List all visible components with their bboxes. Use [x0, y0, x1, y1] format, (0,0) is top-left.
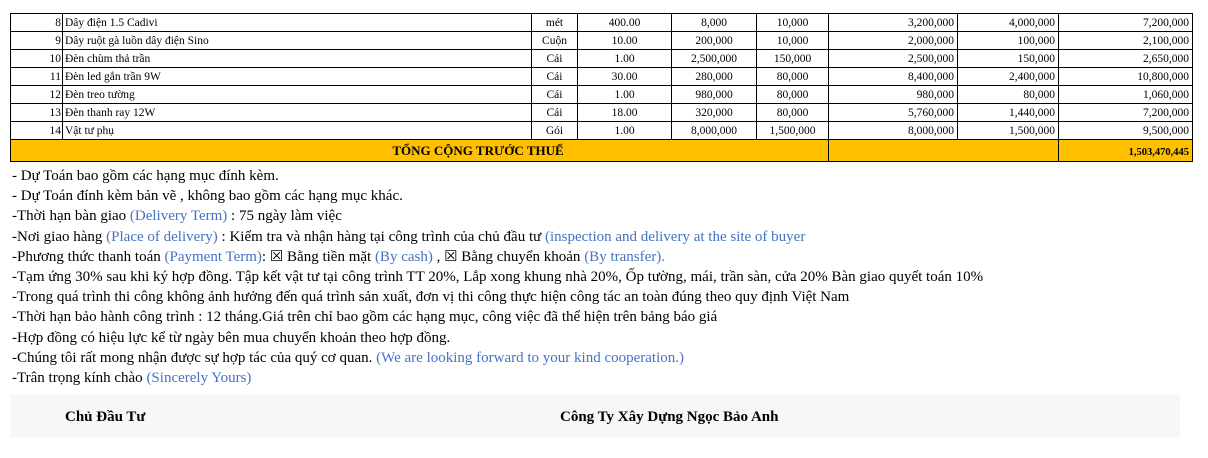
total-labor-cell: 1,500,000 [958, 122, 1059, 140]
item-unit-cell: Cái [532, 50, 578, 68]
unit-price-labor-cell: 80,000 [757, 68, 829, 86]
table-row [11, 50, 1193, 68]
unit-price-material-cell: 2,500,000 [672, 50, 757, 68]
item-name-cell: Dây ruột gà luồn dây điện Sino [63, 32, 532, 50]
line-total-cell: 2,100,000 [1059, 32, 1193, 50]
total-material-cell: 8,000,000 [829, 122, 958, 140]
total-labor-cell: 4,000,000 [958, 14, 1059, 32]
item-quantity-cell: 18.00 [578, 104, 672, 122]
table-row [11, 122, 1193, 140]
total-value: 1,503,470,445 [1059, 140, 1193, 162]
item-unit-cell: mét [532, 14, 578, 32]
terms-notes [12, 166, 983, 388]
item-unit-cell: Cái [532, 68, 578, 86]
total-material-cell: 3,200,000 [829, 14, 958, 32]
note-place-of-delivery: -Nơi giao hàng (Place of delivery) : Kiểm tra và nhận hàng tại công trình của chủ đầu tư (inspection and delivery at the site of buyer [12, 228, 806, 245]
signature-owner: Chủ Đầu Tư [65, 409, 146, 425]
total-material-cell: 8,400,000 [829, 68, 958, 86]
total-label: TỔNG CỘNG TRƯỚC THUẾ [11, 140, 829, 162]
quotation-table [10, 13, 1193, 162]
item-unit-cell: Cái [532, 104, 578, 122]
line-total-cell: 1,060,000 [1059, 86, 1193, 104]
item-number-cell: 12 [11, 86, 63, 104]
note-cooperation: -Chúng tôi rất mong nhận được sự hợp tác của quý cơ quan. (We are looking forward to your kind cooperation.) [12, 349, 685, 366]
item-quantity-cell: 1.00 [578, 122, 672, 140]
item-number-cell: 8 [11, 14, 63, 32]
note-advance-payment: -Tạm ứng 30% sau khi ký hợp đồng. Tập kết vật tư tại công trình TT 20%, Lắp xong khung nhà 20%, Ốp tường, mái, trần sàn, cửa 20% Bàn giao quyết toán 10% [12, 269, 984, 286]
item-number-cell: 10 [11, 50, 63, 68]
unit-price-labor-cell: 80,000 [757, 86, 829, 104]
total-labor-cell: 150,000 [958, 50, 1059, 68]
item-name-cell: Đèn chùm thả trần [63, 50, 532, 68]
unit-price-material-cell: 980,000 [672, 86, 757, 104]
item-unit-cell: Gói [532, 122, 578, 140]
item-quantity-cell: 1.00 [578, 50, 672, 68]
item-name-cell: Đèn led gắn trần 9W [63, 68, 532, 86]
total-labor-cell: 2,400,000 [958, 68, 1059, 86]
unit-price-labor-cell: 10,000 [757, 32, 829, 50]
note-payment-term: -Phương thức thanh toán (Payment Term): ☒ Bằng tiền mặt (By cash) , ☒ Bằng chuyển khoản (By transfer). [12, 248, 665, 265]
unit-price-labor-cell: 1,500,000 [757, 122, 829, 140]
unit-price-material-cell: 320,000 [672, 104, 757, 122]
total-labor-cell: 80,000 [958, 86, 1059, 104]
total-row [11, 140, 1193, 162]
table-row [11, 104, 1193, 122]
item-quantity-cell: 400.00 [578, 14, 672, 32]
total-labor-cell: 1,440,000 [958, 104, 1059, 122]
unit-price-material-cell: 8,000 [672, 14, 757, 32]
note-delivery-term: -Thời hạn bàn giao (Delivery Term) : 75 ngày làm việc [12, 208, 342, 225]
line-total-cell: 7,200,000 [1059, 14, 1193, 32]
table-row [11, 32, 1193, 50]
unit-price-labor-cell: 80,000 [757, 104, 829, 122]
total-labor-cell: 100,000 [958, 32, 1059, 50]
line-total-cell: 9,500,000 [1059, 122, 1193, 140]
item-number-cell: 11 [11, 68, 63, 86]
line-total-cell: 10,800,000 [1059, 68, 1193, 86]
signature-company: Công Ty Xây Dựng Ngọc Bảo Anh [560, 409, 779, 425]
note-regards: -Trân trọng kính chào (Sincerely Yours) [12, 370, 252, 387]
table-row [11, 68, 1193, 86]
total-material-cell: 2,500,000 [829, 50, 958, 68]
item-number-cell: 9 [11, 32, 63, 50]
table-body [11, 14, 1193, 140]
note-scope: - Dự Toán bao gồm các hạng mục đính kèm. [12, 168, 279, 184]
unit-price-material-cell: 200,000 [672, 32, 757, 50]
line-total-cell: 2,650,000 [1059, 50, 1193, 68]
item-name-cell: Đèn thanh ray 12W [63, 104, 532, 122]
note-safety: -Trong quá trình thi công không ảnh hưởng đến quá trình sản xuất, đơn vị thi công thực hiện công tác an toàn đúng theo quy định Việt Nam [12, 289, 850, 306]
item-quantity-cell: 10.00 [578, 32, 672, 50]
item-number-cell: 14 [11, 122, 63, 140]
unit-price-labor-cell: 150,000 [757, 50, 829, 68]
item-quantity-cell: 1.00 [578, 86, 672, 104]
item-unit-cell: Cuộn [532, 32, 578, 50]
table-row [11, 14, 1193, 32]
note-contract-validity: -Hợp đồng có hiệu lực kể từ ngày bên mua chuyển khoản theo hợp đồng. [12, 329, 451, 346]
line-total-cell: 7,200,000 [1059, 104, 1193, 122]
table-row [11, 86, 1193, 104]
unit-price-material-cell: 280,000 [672, 68, 757, 86]
item-number-cell: 13 [11, 104, 63, 122]
item-quantity-cell: 30.00 [578, 68, 672, 86]
total-material-cell: 2,000,000 [829, 32, 958, 50]
total-material-cell: 5,760,000 [829, 104, 958, 122]
unit-price-material-cell: 8,000,000 [672, 122, 757, 140]
item-name-cell: Vật tư phụ [63, 122, 532, 140]
item-unit-cell: Cái [532, 86, 578, 104]
note-drawing: - Dự Toán đính kèm bản vẽ , không bao gồm các hạng mục khác. [12, 188, 403, 205]
unit-price-labor-cell: 10,000 [757, 14, 829, 32]
total-blank-cell [829, 140, 1059, 162]
note-warranty: -Thời hạn bảo hành công trình : 12 tháng.Giá trên chỉ bao gồm các hạng mục, công việc đã thể hiện trên bảng báo giá [12, 309, 718, 326]
item-name-cell: Đèn treo tường [63, 86, 532, 104]
total-material-cell: 980,000 [829, 86, 958, 104]
item-name-cell: Dây điện 1.5 Cadivi [63, 14, 532, 32]
